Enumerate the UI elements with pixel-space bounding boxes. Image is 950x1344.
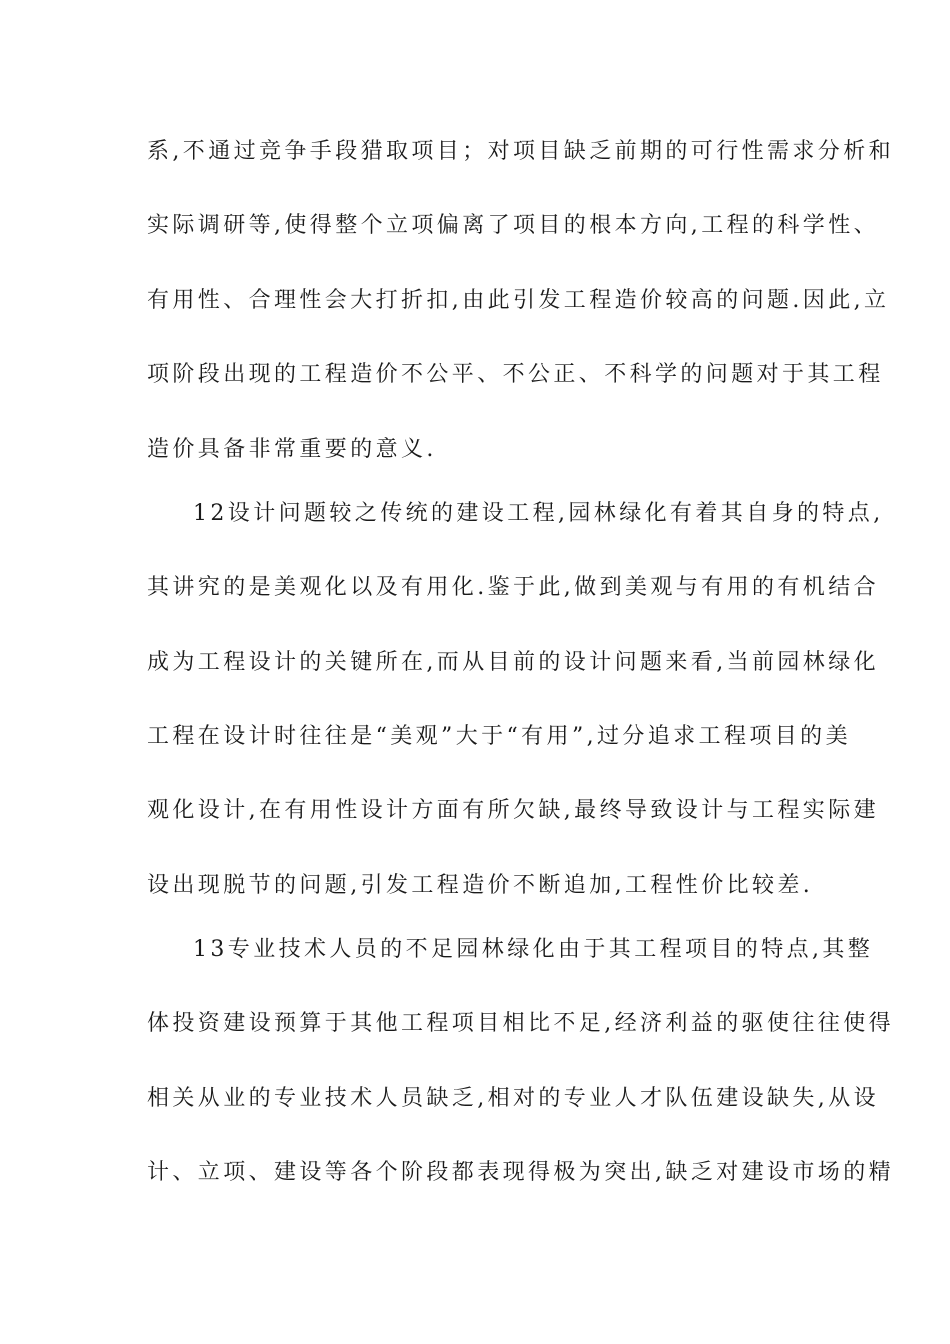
text-line: 体投资建设预算于其他工程项目相比不足,经济利益的驱使往往使得 (147, 1011, 894, 1036)
text-line: 造价具备非常重要的意义. (147, 437, 437, 462)
text-line: 项阶段出现的工程造价不公平、不公正、不科学的问题对于其工程 (147, 362, 884, 387)
text-line: 设出现脱节的问题,引发工程造价不断追加,工程性价比较差. (147, 873, 814, 898)
text-line: 系,不通过竞争手段猎取项目；对项目缺乏前期的可行性需求分析和 (147, 139, 894, 164)
text-line: 相关从业的专业技术人员缺乏,相对的专业人才队伍建设缺失,从设 (147, 1086, 879, 1111)
text-line: 12设计问题较之传统的建设工程,园林绿化有着其自身的特点, (193, 501, 884, 526)
text-line: 成为工程设计的关键所在,而从目前的设计问题来看,当前园林绿化 (147, 650, 879, 675)
text-line: 计、立项、建设等各个阶段都表现得极为突出,缺乏对建设市场的精 (147, 1160, 894, 1185)
text-line: 实际调研等,使得整个立项偏离了项目的根本方向,工程的科学性、 (147, 213, 879, 238)
text-line: 观化设计,在有用性设计方面有所欠缺,最终导致设计与工程实际建 (147, 798, 879, 823)
text-line: 有用性、合理性会大打折扣,由此引发工程造价较高的问题.因此,立 (147, 288, 890, 313)
text-line: 工程在设计时往往是“美观”大于“有用”,过分追求工程项目的美 (147, 724, 851, 749)
text-line: 13专业技术人员的不足园林绿化由于其工程项目的特点,其整 (193, 937, 874, 962)
text-line: 其讲究的是美观化以及有用化.鉴于此,做到美观与有用的有机结合 (147, 575, 879, 600)
